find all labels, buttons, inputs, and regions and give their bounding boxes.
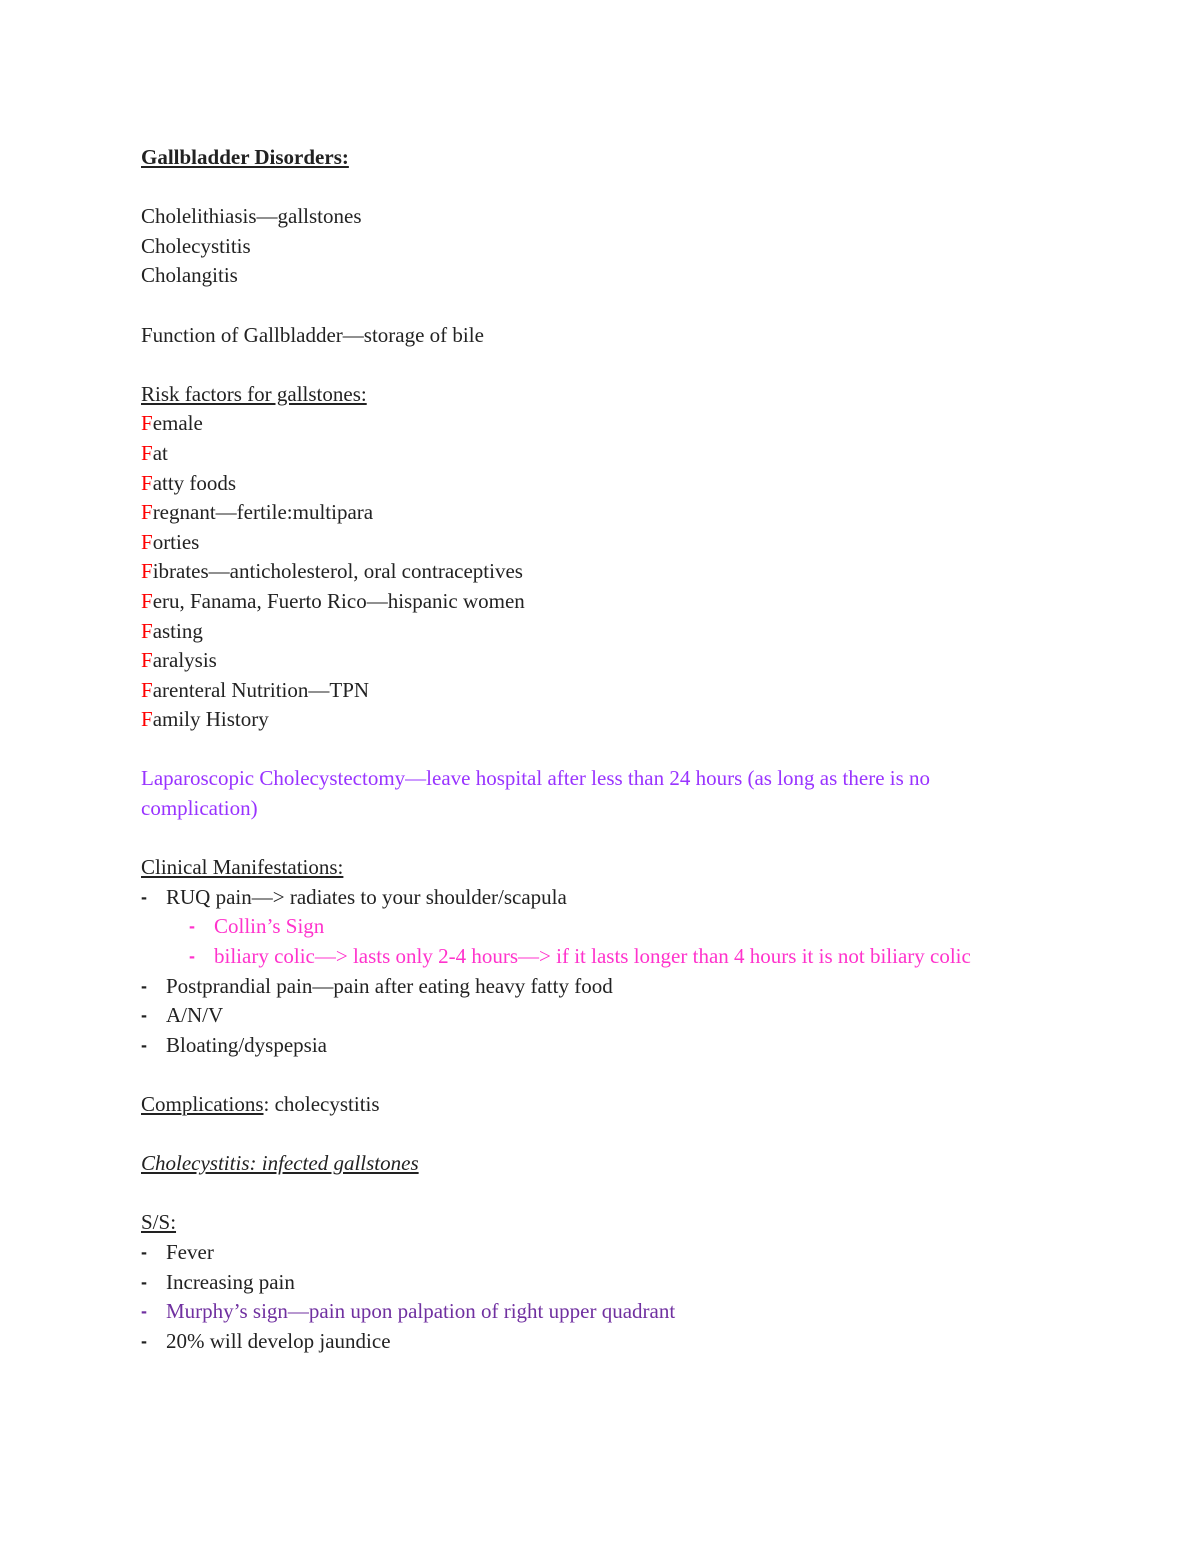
bullet-dash: -	[141, 886, 147, 907]
disorder-item: Cholangitis	[141, 263, 238, 288]
spacer	[141, 1120, 1041, 1150]
ss-item	[141, 1238, 1041, 1268]
clinical-sub-item	[141, 942, 1041, 972]
risk-factor-initial: F	[141, 411, 153, 436]
disorder-item: Cholelithiasis—gallstones	[141, 204, 362, 229]
clinical-item	[141, 883, 1041, 913]
ss-item	[141, 1327, 1041, 1357]
clinical-item-text: A/N/V	[166, 1003, 224, 1028]
ss-item	[141, 1268, 1041, 1298]
cholecystitis-heading: Cholecystitis: infected gallstones	[141, 1151, 419, 1176]
risk-factor-initial: F	[141, 588, 153, 613]
risk-factor-text: eru, Fanama, Fuerto Rico—hispanic women	[152, 588, 525, 613]
bullet-dash: -	[141, 1005, 147, 1026]
ss-heading: S/S:	[141, 1210, 177, 1235]
risk-factor-initial: F	[141, 618, 153, 643]
risk-factor-item	[141, 676, 1041, 706]
bullet-dash: -	[141, 1241, 147, 1262]
function-line: Function of Gallbladder—storage of bile	[141, 322, 484, 347]
risk-factor-text: arenteral Nutrition—TPN	[152, 677, 370, 702]
page-title: Gallbladder Disorders:	[141, 145, 349, 169]
complications-label: Complications	[141, 1092, 264, 1116]
risk-factor-item	[141, 469, 1041, 499]
spacer	[141, 1060, 1041, 1090]
risk-factor-initial: F	[141, 440, 153, 465]
risk-factor-text: amily History	[152, 707, 269, 732]
complications-line	[141, 1090, 1041, 1120]
bullet-dash: -	[141, 1330, 147, 1351]
document-page	[141, 143, 1041, 1356]
risk-factor-initial: F	[141, 677, 153, 702]
risk-factor-item	[141, 705, 1041, 735]
clinical-sub-item	[141, 912, 1041, 942]
clinical-item-text: Postprandial pain—pain after eating heavy fatty food	[166, 973, 613, 998]
risk-factor-item	[141, 409, 1041, 439]
risk-factor-initial: F	[141, 529, 153, 554]
risk-factor-text: orties	[152, 529, 200, 554]
risk-factor-item	[141, 587, 1041, 617]
risk-factor-item	[141, 439, 1041, 469]
clinical-item	[141, 1001, 1041, 1031]
risk-factor-initial: F	[141, 500, 153, 525]
clinical-item	[141, 972, 1041, 1002]
ss-item-text: Murphy’s sign—pain upon palpation of right upper quadrant	[166, 1299, 676, 1324]
risk-factor-text: regnant—fertile:multipara	[152, 500, 374, 525]
ss-item	[141, 1297, 1041, 1327]
risk-factors-heading: Risk factors for gallstones:	[141, 381, 367, 406]
ss-item-text: Increasing pain	[166, 1269, 295, 1294]
bullet-dash: -	[141, 1271, 147, 1292]
spacer	[141, 735, 1041, 765]
risk-factor-initial: F	[141, 559, 153, 584]
risk-factor-item	[141, 528, 1041, 558]
disorder-item: Cholecystitis	[141, 233, 251, 258]
risk-factor-initial: F	[141, 648, 153, 673]
spacer	[141, 1179, 1041, 1209]
risk-factor-item	[141, 617, 1041, 647]
bullet-dash: -	[189, 946, 195, 967]
clinical-item-text: Bloating/dyspepsia	[166, 1032, 327, 1057]
clinical-item	[141, 1031, 1041, 1061]
risk-factor-item	[141, 646, 1041, 676]
complications-value: : cholecystitis	[263, 1092, 380, 1116]
risk-factor-item	[141, 498, 1041, 528]
risk-factor-text: ibrates—anticholesterol, oral contraceptives	[152, 559, 523, 584]
risk-factor-initial: F	[141, 707, 153, 732]
spacer	[141, 350, 1041, 380]
spacer	[141, 173, 1041, 203]
risk-factor-text: atty foods	[152, 470, 237, 495]
spacer	[141, 824, 1041, 854]
clinical-item-text: RUQ pain—> radiates to your shoulder/scapula	[166, 884, 567, 909]
risk-factor-initial: F	[141, 470, 153, 495]
clinical-sub-item-text: biliary colic—> lasts only 2-4 hours—> if it lasts longer than 4 hours it is not biliary colic	[214, 944, 971, 969]
clinical-heading: Clinical Manifestations:	[141, 855, 344, 880]
clinical-sub-item-text: Collin’s Sign	[214, 914, 325, 939]
bullet-dash: -	[141, 1034, 147, 1055]
bullet-dash: -	[189, 916, 195, 937]
risk-factor-text: aralysis	[152, 648, 217, 673]
risk-factor-text: emale	[152, 411, 203, 436]
bullet-dash: -	[141, 975, 147, 996]
laparoscopic-note: Laparoscopic Cholecystectomy—leave hospital after less than 24 hours (as long as there is no complication)	[141, 766, 931, 821]
bullet-dash: -	[141, 1301, 147, 1322]
ss-item-text: Fever	[166, 1239, 214, 1264]
ss-item-text: 20% will develop jaundice	[166, 1328, 391, 1353]
risk-factor-text: asting	[152, 618, 203, 643]
risk-factor-item	[141, 557, 1041, 587]
risk-factor-text: at	[152, 440, 168, 465]
spacer	[141, 291, 1041, 321]
